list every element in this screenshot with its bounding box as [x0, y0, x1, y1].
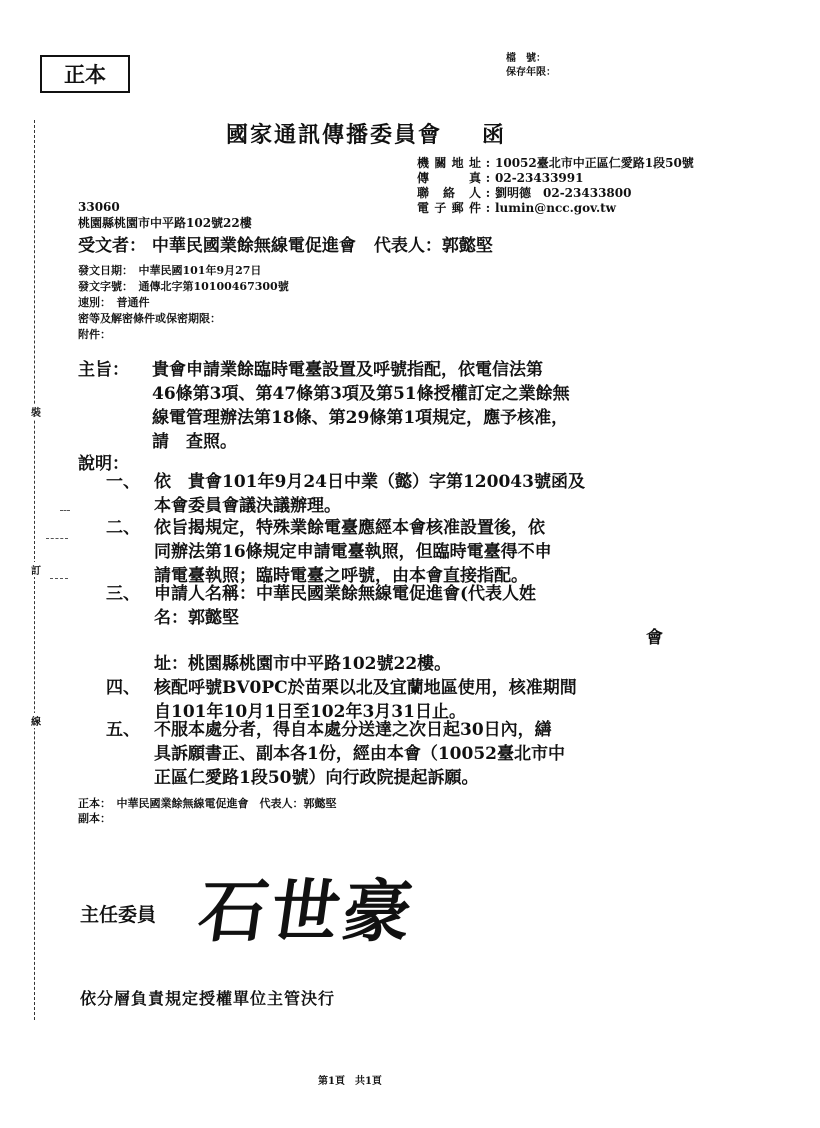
binding-mark-ding: 訂 [31, 562, 41, 577]
item-line: 正區仁愛路1段50號）向行政院提起訴願。 [154, 768, 479, 788]
item-5 [154, 718, 565, 790]
item-line: 不服本處分者，得自本處分送達之次日起30日內，繕 [154, 720, 552, 740]
contact-value: 劉明德 02-23433800 [495, 186, 632, 200]
item-line: 自101年10月1日至102年3月31日止。 [154, 702, 466, 722]
binding-mark-zhuang: 裝 [31, 404, 41, 419]
document-meta [78, 263, 289, 343]
item-line: 依 貴會101年9月24日中業（懿）字第120043號函及 [154, 472, 585, 492]
document-title [226, 118, 506, 149]
contact-row-person: 聯 絡 人 : 劉明德 02-23433800 [417, 186, 632, 200]
subject-line: 線電管理辦法第18條、第29條第1項規定，應予核准， [152, 408, 569, 428]
document-type: 函 [482, 122, 507, 148]
subject-line: 貴會申請業餘臨時電臺設置及呼號指配，依電信法第 [152, 360, 543, 380]
subject-body [152, 358, 570, 454]
original-recipient: 正本： 中華民國業餘無線電促進會 代表人：郭懿堅 [78, 797, 337, 810]
recipient-address: 桃園縣桃園市中平路102號22樓 [78, 216, 252, 230]
contact-value: 10052臺北市中正區仁愛路1段50號 [495, 156, 694, 170]
delegation-note: 依分層負責規定授權單位主管決行 [80, 989, 336, 1008]
subject-label: 主旨： [78, 360, 129, 380]
item-number: 五、 [106, 720, 140, 740]
issue-date: 發文日期： 中華民國101年9月27日 [78, 264, 262, 277]
contact-key: 電子郵件 [417, 201, 481, 215]
item-3 [154, 582, 536, 630]
agency-name: 國家通訊傳播委員會 [226, 122, 443, 148]
item-line: 申請人名稱：中華民國業餘無線電促進會(代表人姓 [154, 584, 537, 604]
item-2 [154, 516, 552, 588]
contact-row-email: 電子郵件 : lumin@ncc.gov.tw [417, 201, 616, 215]
recipient-zip: 33060 [78, 200, 120, 214]
page-number: 第1頁 共1頁 [318, 1076, 382, 1087]
distribution [78, 796, 337, 826]
item-3-address: 址：桃園縣桃園市中平路102號22樓。 [154, 654, 452, 674]
contact-row-address: 機關地址 : 10052臺北市中正區仁愛路1段50號 [417, 156, 694, 170]
binding-mark-xian: 線 [31, 713, 41, 728]
item-number: 二、 [106, 518, 140, 538]
item-line: 名：郭懿堅 [154, 608, 239, 628]
contact-value: lumin@ncc.gov.tw [495, 201, 616, 215]
item-line: 請電臺執照；臨時電臺之呼號，由本會直接指配。 [154, 566, 528, 586]
binding-tick [50, 578, 68, 579]
subject-line: 請 查照。 [152, 432, 237, 452]
file-number-label: 檔 號： [506, 53, 546, 64]
item-line: 本會委員會議決議辦理。 [154, 496, 341, 516]
item-3-wrap: 會 [646, 628, 663, 648]
signatory-title: 主任委員 [80, 904, 157, 926]
item-1 [154, 470, 585, 518]
item-line: 核配呼號BV0PC於苗栗以北及宜蘭地區使用，核准期間 [154, 678, 577, 698]
binding-tick [60, 510, 70, 511]
recipient-line [78, 231, 493, 256]
retention-label: 保存年限： [506, 67, 556, 78]
copy-stamp: 正本 [40, 55, 130, 93]
item-4 [154, 676, 577, 724]
contact-row-fax: 傳 真 : 02-23433991 [417, 171, 584, 185]
document-number: 發文字號： 通傳北字第10100467300號 [78, 280, 289, 293]
contact-key: 傳 真 [417, 171, 481, 185]
item-line: 依旨揭規定，特殊業餘電臺應經本會核准設置後，依 [154, 518, 545, 538]
recipient-representative: 代表人：郭懿堅 [373, 236, 493, 256]
contact-value: 02-23433991 [495, 171, 584, 185]
copy-recipient: 副本： [78, 812, 111, 825]
binding-tick [46, 538, 68, 539]
contact-key: 聯 絡 人 [417, 186, 481, 200]
classification: 密等及解密條件或保密期限： [78, 312, 221, 325]
item-line: 具訴願書正、副本各1份，經由本會（10052臺北市中 [154, 744, 565, 764]
explanation-label: 說明： [78, 454, 129, 474]
item-number: 四、 [106, 678, 140, 698]
contact-key: 機關地址 [417, 156, 481, 170]
recipient-label: 受文者： [78, 236, 146, 256]
item-number: 三、 [106, 584, 140, 604]
attachments: 附件： [78, 328, 111, 341]
subject-line: 46條第3項、第47條第3項及第51條授權訂定之業餘無 [152, 384, 570, 404]
item-line: 同辦法第16條規定申請電臺執照，但臨時電臺得不申 [154, 542, 552, 562]
item-number: 一、 [106, 472, 140, 492]
recipient-name: 中華民國業餘無線電促進會 [151, 236, 356, 256]
contact-block [417, 156, 694, 216]
urgency: 速別： 普通件 [78, 296, 150, 309]
signature: 石世豪 [193, 872, 421, 952]
